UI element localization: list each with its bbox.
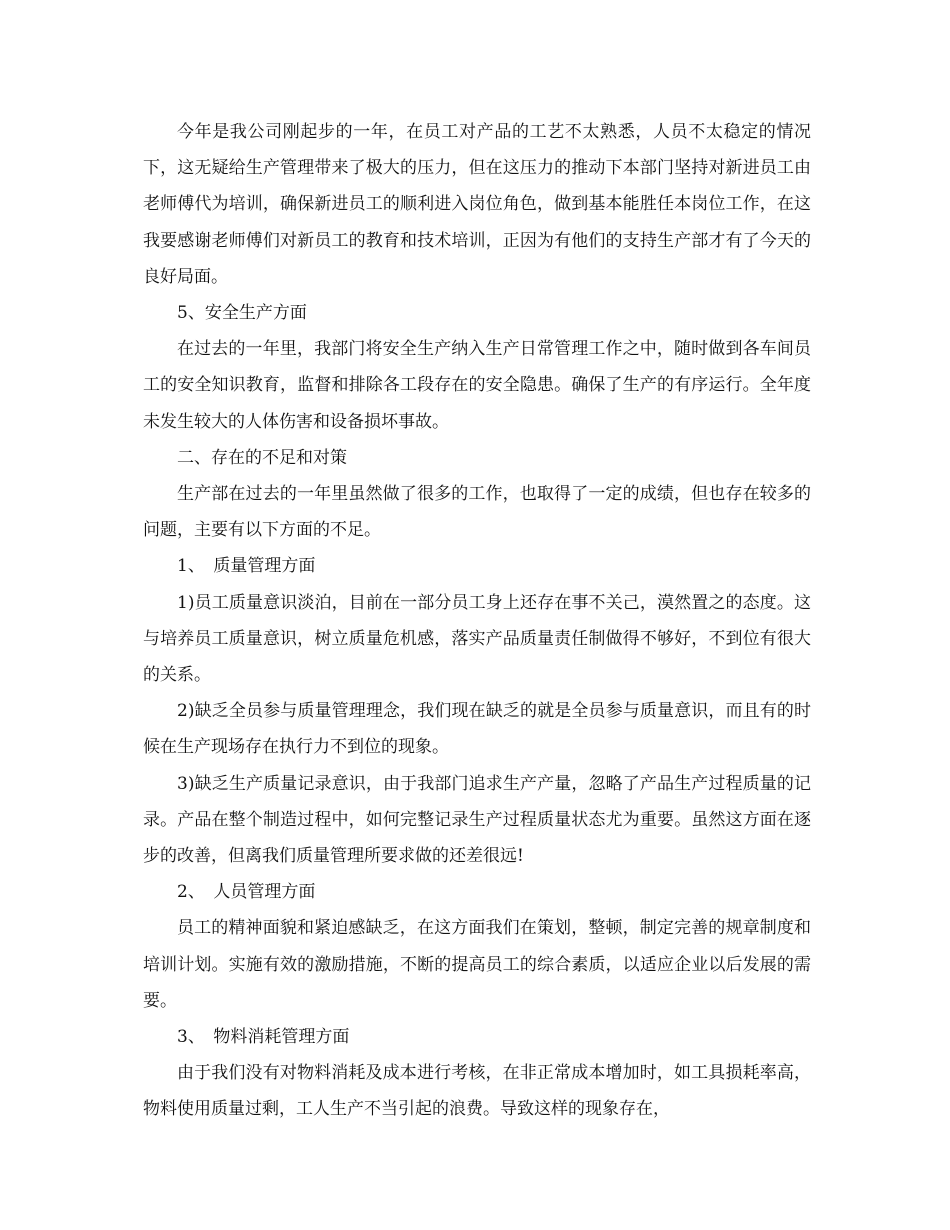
heading-quality-management: 1、 质量管理方面	[177, 556, 316, 577]
paragraph-safety: 在过去的一年里，我部门将安全生产纳入生产日常管理工作之中，随时做到各车间员工的安全知识教育，监督和排除各工段存在的安全隐患。确保了生产的有序运行。全年度未发生较大的人体伤害和设备损坏事故。	[143, 339, 811, 432]
heading-personnel-management: 2、 人员管理方面	[177, 882, 316, 903]
paragraph-shortcomings-intro: 生产部在过去的一年里虽然做了很多的工作，也取得了一定的成绩，但也存在较多的问题，主要有以下方面的不足。	[143, 484, 811, 541]
paragraph-personnel: 员工的精神面貌和紧迫感缺乏，在这方面我们在策划，整顿，制定完善的规章制度和培训计划。实施有效的激励措施，不断的提高员工的综合素质，以适应企业以后发展的需要。	[143, 918, 811, 1011]
heading-safety-production: 5、安全生产方面	[177, 303, 307, 324]
paragraph-quality-2: 2)缺乏全员参与质量管理理念，我们现在缺乏的就是全员参与质量意识，而且有的时候在生产现场存在执行力不到位的现象。	[143, 701, 811, 758]
paragraph-quality-3: 3)缺乏生产质量记录意识，由于我部门追求生产产量，忽略了产品生产过程质量的记录。产品在整个制造过程中，如何完整记录生产过程质量状态尤为重要。虽然这方面在逐步的改善，但离我们质量管理所要求做的还差很远!	[143, 773, 811, 867]
paragraph-quality-1: 1)员工质量意识淡泊，目前在一部分员工身上还存在事不关己，漠然置之的态度。这与培养员工质量意识，树立质量危机感，落实产品质量责任制做得不够好，不到位有很大的关系。	[143, 592, 811, 686]
paragraph-material: 由于我们没有对物料消耗及成本进行考核，在非正常成本增加时，如工具损耗率高，物料使用质量过剩，工人生产不当引起的浪费。导致这样的现象存在，	[143, 1063, 811, 1120]
paragraph-intro: 今年是我公司刚起步的一年，在员工对产品的工艺不太熟悉，人员不太稳定的情况下，这无疑给生产管理带来了极大的压力，但在这压力的推动下本部门坚持对新进员工由老师傅代为培训，确保新进员工的顺利进入岗位角色，做到基本能胜任本岗位工作，在这我要感谢老师傅们对新员工的教育和技术培训，正因为有他们的支持生产部才有了今天的良好局面。	[143, 122, 811, 287]
heading-shortcomings: 二、存在的不足和对策	[177, 447, 347, 468]
document-body	[143, 114, 811, 1128]
heading-material-consumption: 3、 物料消耗管理方面	[177, 1027, 350, 1048]
